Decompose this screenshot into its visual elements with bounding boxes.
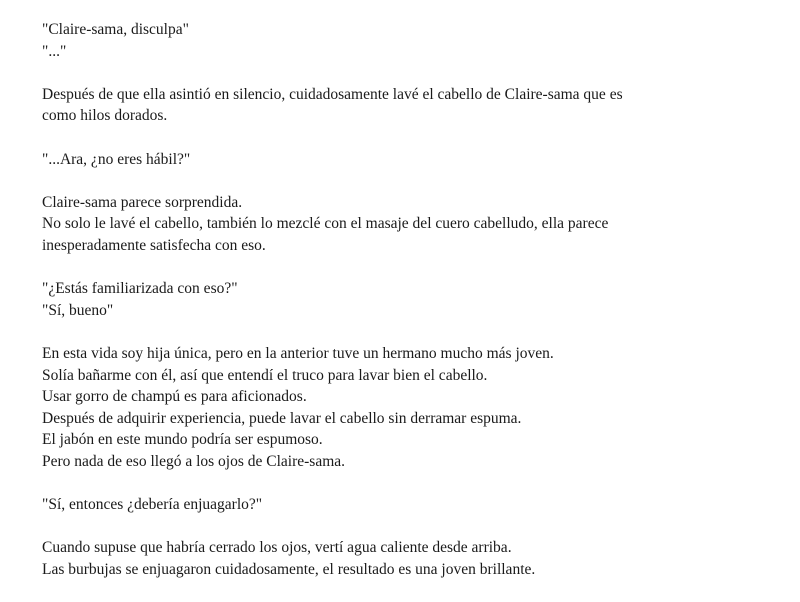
text-line: "¿Estás familiarizada con eso?" [42,280,238,298]
document-body [42,19,762,602]
text-line: "..." [42,42,67,60]
paragraph-3 [42,149,762,171]
text-line: El jabón en este mundo podría ser espumoso. [42,431,323,449]
text-line: Usar gorro de champú es para aficionados. [42,388,307,406]
text-line: "Sí, bueno" [42,301,114,319]
text-line: No solo le lavé el cabello, también lo mezclé con el masaje del cuero cabelludo, ella parece [42,215,609,233]
text-line: Pero nada de eso llegó a los ojos de Claire-sama. [42,452,346,470]
text-line: En esta vida soy hija única, pero en la anterior tuve un hermano mucho más joven. [42,344,554,362]
text-line: Solía bañarme con él, así que entendí el truco para lavar bien el cabello. [42,366,488,384]
text-line: Claire-sama parece sorprendida. [42,193,243,211]
text-line: "...Ara, ¿no eres hábil?" [42,150,191,168]
text-line: "Sí, entonces ¿debería enjuagarlo?" [42,496,263,514]
text-line: Después de adquirir experiencia, puede lavar el cabello sin derramar espuma. [42,409,522,427]
text-line: como hilos dorados. [42,107,168,125]
paragraph-5 [42,278,762,321]
text-line: inesperadamente satisfecha con eso. [42,236,266,254]
text-line: "Claire-sama, disculpa" [42,21,189,38]
paragraph-7 [42,494,762,516]
paragraph-1 [42,19,762,62]
paragraph-8 [42,537,762,580]
paragraph-4 [42,192,762,257]
text-line: Después de que ella asintió en silencio, cuidadosamente lavé el cabello de Claire-sama que es [42,85,623,103]
paragraph-2 [42,84,762,127]
paragraph-6 [42,343,762,473]
text-line: Cuando supuse que habría cerrado los ojos, vertí agua caliente desde arriba. [42,539,512,557]
text-line: Las burbujas se enjuagaron cuidadosamente, el resultado es una joven brillante. [42,560,536,578]
